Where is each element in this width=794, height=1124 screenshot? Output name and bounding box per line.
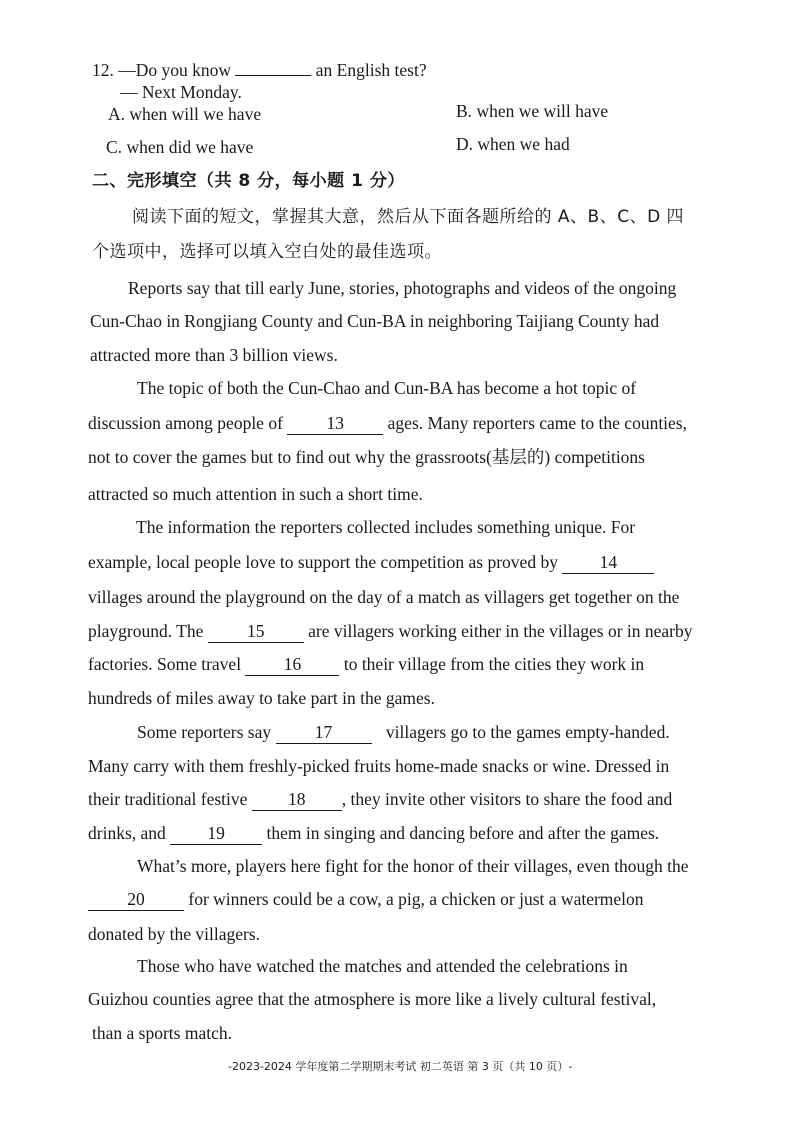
passage-text: playground. The	[88, 621, 204, 641]
section-heading: 二、完形填空（共 8 分，每小题 1 分）	[92, 171, 405, 191]
blank-14: 14	[562, 551, 654, 574]
page-footer: -2023-2024 学年度第二学期期末考试 初二英语 第 3 页（共 10 页）-	[228, 1060, 573, 1073]
passage-line	[88, 788, 672, 811]
passage-line: hundreds of miles away to take part in the games.	[88, 688, 435, 708]
passage-line	[137, 721, 670, 744]
question-prompt-start: —Do you know	[118, 60, 232, 80]
question-12-prompt	[92, 58, 427, 81]
option-d	[456, 133, 570, 155]
option-letter: A.	[108, 104, 126, 124]
passage-text: , they invite other visitors to share the food and	[341, 789, 673, 809]
instruction-line-1: 阅读下面的短文，掌握其大意，然后从下面各题所给的 A、B、C、D 四	[132, 207, 685, 227]
answer-blank	[235, 58, 311, 76]
passage-text: Some reporters say	[137, 722, 272, 742]
passage-line: The information the reporters collected includes something unique. For	[136, 517, 636, 537]
passage-line	[88, 822, 659, 845]
passage-line: donated by the villagers.	[88, 924, 261, 944]
passage-text: example, local people love to support the competition as proved by	[88, 552, 558, 572]
passage-line: Those who have watched the matches and attended the celebrations in	[137, 956, 628, 976]
passage-line: attracted so much attention in such a short time.	[88, 484, 423, 504]
passage-text: to their village from the cities they work in	[343, 654, 645, 674]
passage-line: Reports say that till early June, stories, photographs and videos of the ongoing	[128, 278, 677, 298]
option-letter: B.	[456, 101, 473, 121]
passage-line: Cun-Chao in Rongjiang County and Cun-BA in neighboring Taijiang County had	[90, 311, 660, 331]
passage-text: their traditional festive	[88, 789, 248, 809]
blank-16: 16	[245, 653, 339, 676]
blank-18: 18	[252, 788, 342, 811]
option-text: when did we have	[126, 137, 254, 157]
option-text: when will we have	[129, 104, 262, 124]
passage-line: What’s more, players here fight for the honor of their villages, even though the	[137, 856, 689, 876]
option-letter: D.	[456, 134, 474, 154]
passage-text: ages. Many reporters came to the counties,	[387, 413, 687, 433]
passage-line	[88, 653, 644, 676]
passage-line	[88, 620, 693, 643]
instruction-line-2: 个选项中，选择可以填入空白处的最佳选项。	[92, 242, 442, 262]
passage-line: Many carry with them freshly-picked fruits home-made snacks or wine. Dressed in	[88, 756, 670, 776]
passage-line: villages around the playground on the day of a match as villagers get together on the	[88, 587, 680, 607]
passage-line: not to cover the games but to find out why the grassroots(基层的) competitions	[88, 447, 645, 467]
passage-text: are villagers working either in the villages or in nearby	[308, 621, 693, 641]
passage-line	[88, 888, 644, 911]
blank-17: 17	[276, 721, 372, 744]
passage-text: villagers go to the games empty-handed.	[385, 722, 670, 742]
blank-15: 15	[208, 620, 304, 643]
passage-line: than a sports match.	[92, 1023, 232, 1043]
passage-line	[88, 551, 654, 574]
option-letter: C.	[106, 137, 123, 157]
passage-text: for winners could be a cow, a pig, a chicken or just a watermelon	[188, 889, 644, 909]
passage-text: discussion among people of	[88, 413, 283, 433]
blank-19: 19	[170, 822, 262, 845]
option-text: when we had	[477, 134, 570, 154]
passage-text: them in singing and dancing before and after the games.	[266, 823, 660, 843]
question-prompt-end: an English test?	[315, 60, 427, 80]
passage-line: The topic of both the Cun-Chao and Cun-BA has become a hot topic of	[137, 378, 637, 398]
passage-line: Guizhou counties agree that the atmosphere is more like a lively cultural festival,	[88, 989, 657, 1009]
question-number: 12.	[92, 60, 114, 80]
passage-line	[88, 412, 687, 435]
blank-13: 13	[287, 412, 383, 435]
option-b	[456, 100, 608, 122]
option-c	[106, 136, 253, 158]
option-text: when we will have	[476, 101, 609, 121]
blank-20: 20	[88, 888, 184, 911]
passage-text: factories. Some travel	[88, 654, 242, 674]
passage-line: attracted more than 3 billion views.	[90, 345, 338, 365]
passage-text: drinks, and	[88, 823, 166, 843]
option-a	[108, 103, 261, 125]
question-12-reply: — Next Monday.	[120, 82, 242, 102]
